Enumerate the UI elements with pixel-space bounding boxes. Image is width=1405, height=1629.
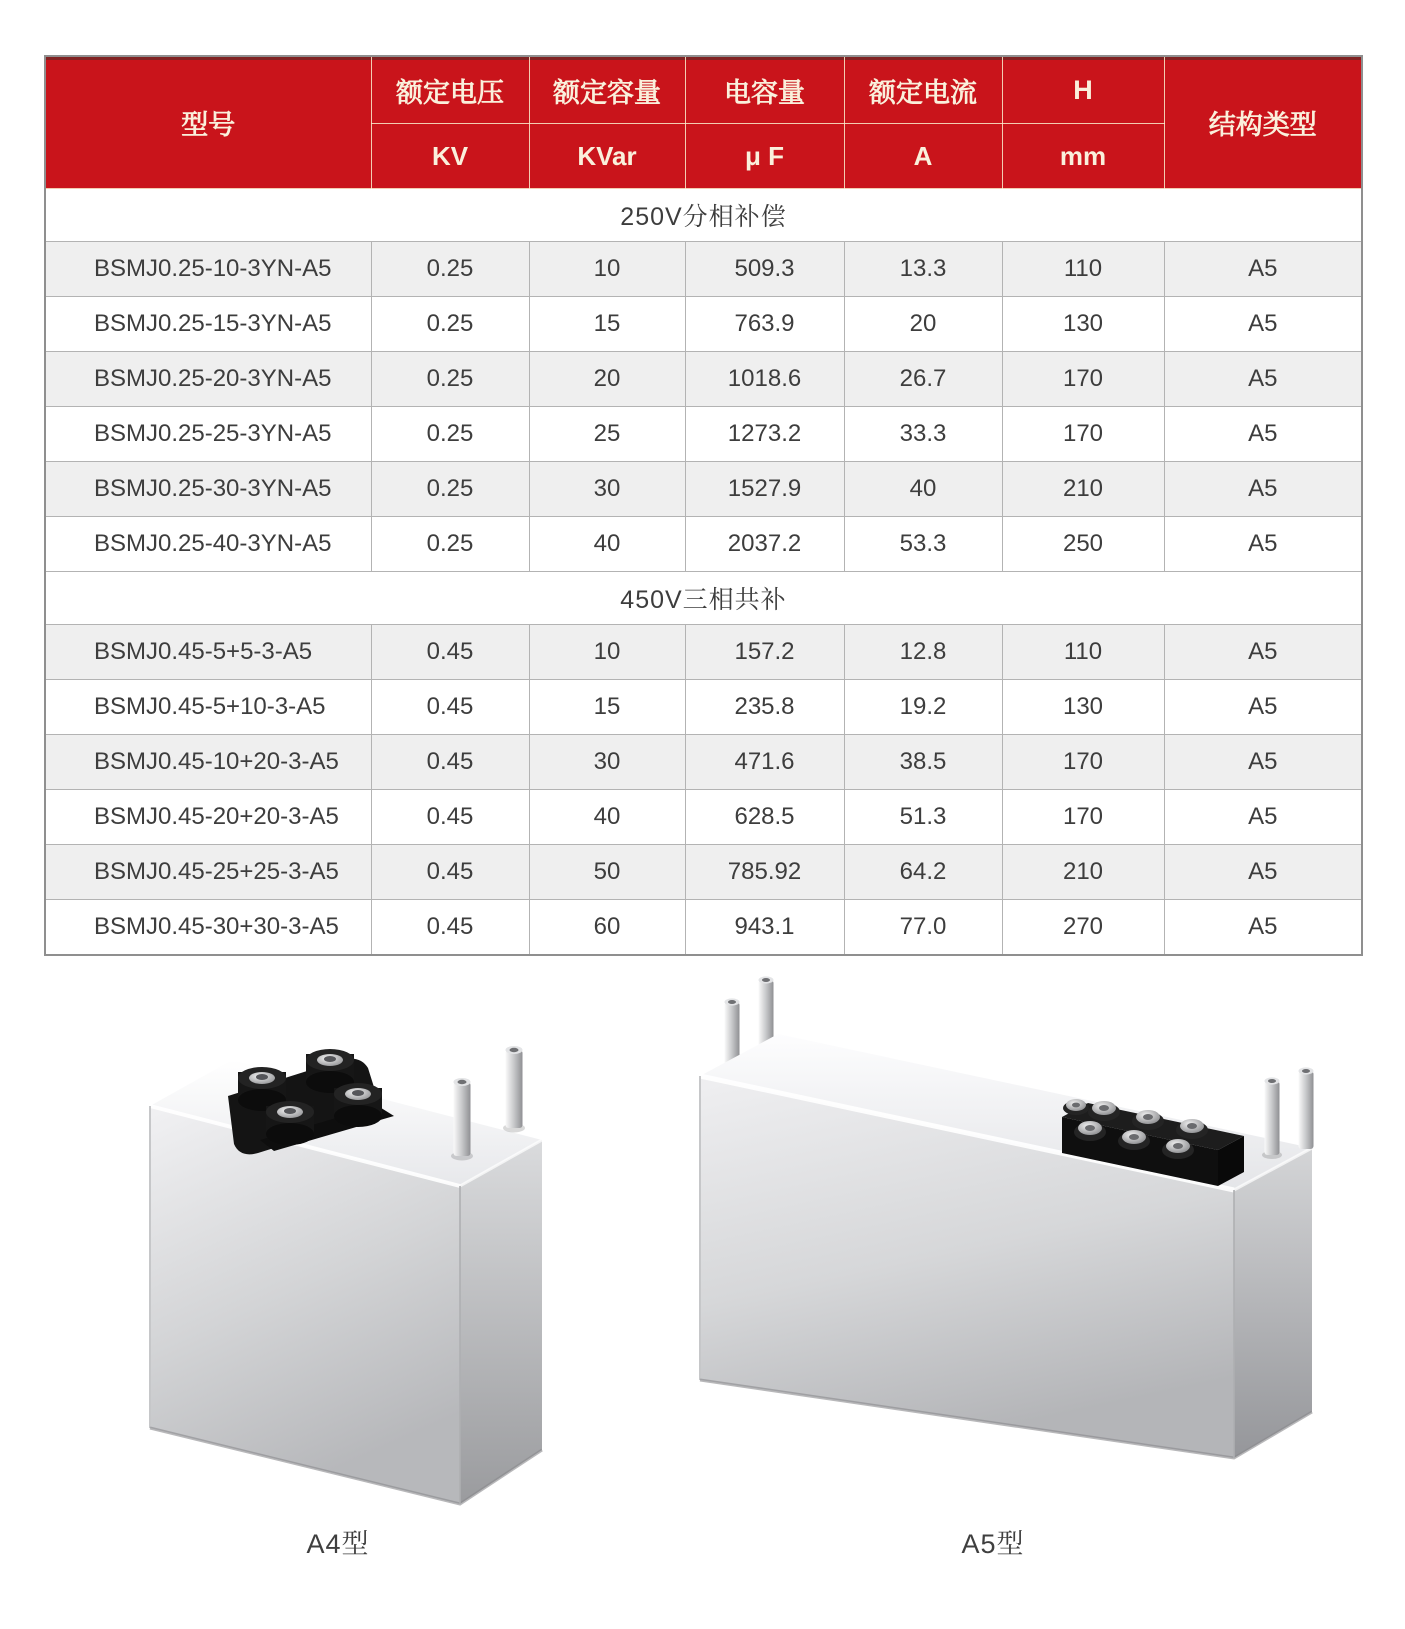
cell-voltage: 0.25 (371, 462, 529, 517)
cell-capacity: 20 (529, 352, 685, 407)
col-unit-kv: KV (371, 124, 529, 189)
stud-terminal (451, 1078, 473, 1161)
cell-capacity: 30 (529, 735, 685, 790)
col-unit-kvar: KVar (529, 124, 685, 189)
section-row (45, 189, 1362, 242)
cell-capacitance: 1273.2 (685, 407, 844, 462)
table-row (45, 735, 1362, 790)
cell-voltage: 0.45 (371, 900, 529, 956)
col-header-rated-current: 额定电流 (844, 56, 1002, 124)
cell-current: 20 (844, 297, 1002, 352)
cell-height: 270 (1002, 900, 1164, 956)
cell-model: BSMJ0.45-20+20-3-A5 (45, 790, 371, 845)
cell-model: BSMJ0.45-5+10-3-A5 (45, 680, 371, 735)
section-row (45, 572, 1362, 625)
table-row (45, 407, 1362, 462)
cell-capacitance: 509.3 (685, 242, 844, 297)
cell-structure: A5 (1164, 407, 1362, 462)
cell-capacitance: 157.2 (685, 625, 844, 680)
col-unit-a: A (844, 124, 1002, 189)
cell-height: 110 (1002, 625, 1164, 680)
cell-voltage: 0.25 (371, 407, 529, 462)
cell-voltage: 0.45 (371, 625, 529, 680)
table-row (45, 242, 1362, 297)
cell-model: BSMJ0.25-20-3YN-A5 (45, 352, 371, 407)
table-row (45, 845, 1362, 900)
cell-capacitance: 785.92 (685, 845, 844, 900)
cell-current: 13.3 (844, 242, 1002, 297)
stud-terminal (1262, 1077, 1282, 1159)
cell-capacity: 40 (529, 517, 685, 572)
col-header-rated-voltage: 额定电压 (371, 56, 529, 124)
cell-voltage: 0.45 (371, 680, 529, 735)
table-row (45, 517, 1362, 572)
stud-terminal (1299, 1067, 1314, 1149)
table-row (45, 790, 1362, 845)
cell-capacity: 10 (529, 625, 685, 680)
terminal-post (266, 1101, 314, 1145)
col-header-structure-type: 结构类型 (1164, 56, 1362, 189)
col-unit-uf: μ F (685, 124, 844, 189)
cell-height: 170 (1002, 352, 1164, 407)
cell-model: BSMJ0.25-15-3YN-A5 (45, 297, 371, 352)
cell-current: 53.3 (844, 517, 1002, 572)
cell-voltage: 0.25 (371, 352, 529, 407)
cell-model: BSMJ0.25-30-3YN-A5 (45, 462, 371, 517)
table-row (45, 352, 1362, 407)
terminal-post (334, 1083, 382, 1127)
cell-model: BSMJ0.25-25-3YN-A5 (45, 407, 371, 462)
cell-voltage: 0.25 (371, 297, 529, 352)
cell-height: 210 (1002, 845, 1164, 900)
cell-capacitance: 471.6 (685, 735, 844, 790)
cell-height: 130 (1002, 680, 1164, 735)
cell-structure: A5 (1164, 297, 1362, 352)
cell-structure: A5 (1164, 790, 1362, 845)
section-title: 450V三相共补 (45, 572, 1362, 625)
cell-capacitance: 235.8 (685, 680, 844, 735)
cell-current: 40 (844, 462, 1002, 517)
cell-height: 170 (1002, 407, 1164, 462)
col-header-capacitance: 电容量 (685, 56, 844, 124)
cell-capacity: 15 (529, 680, 685, 735)
table-row (45, 680, 1362, 735)
cell-height: 130 (1002, 297, 1164, 352)
cell-structure: A5 (1164, 845, 1362, 900)
cell-height: 170 (1002, 790, 1164, 845)
cell-structure: A5 (1164, 735, 1362, 790)
cell-voltage: 0.25 (371, 517, 529, 572)
cell-height: 210 (1002, 462, 1164, 517)
cell-capacity: 40 (529, 790, 685, 845)
figure-caption-a5: A5型 (961, 1529, 1025, 1559)
col-header-rated-capacity: 额定容量 (529, 56, 685, 124)
cell-capacitance: 943.1 (685, 900, 844, 956)
table-body (45, 189, 1362, 956)
col-header-height: H (1002, 56, 1164, 124)
cell-structure: A5 (1164, 462, 1362, 517)
table-row (45, 462, 1362, 517)
cell-height: 250 (1002, 517, 1164, 572)
col-unit-mm: mm (1002, 124, 1164, 189)
capacitor-spec-table (44, 55, 1363, 956)
cell-model: BSMJ0.45-25+25-3-A5 (45, 845, 371, 900)
cell-current: 64.2 (844, 845, 1002, 900)
cell-height: 110 (1002, 242, 1164, 297)
cell-capacity: 10 (529, 242, 685, 297)
cell-current: 12.8 (844, 625, 1002, 680)
cell-capacitance: 1018.6 (685, 352, 844, 407)
cell-capacity: 15 (529, 297, 685, 352)
cell-capacitance: 2037.2 (685, 517, 844, 572)
cell-capacity: 30 (529, 462, 685, 517)
cell-current: 51.3 (844, 790, 1002, 845)
cell-voltage: 0.25 (371, 242, 529, 297)
cell-structure: A5 (1164, 900, 1362, 956)
cell-capacitance: 763.9 (685, 297, 844, 352)
cell-current: 38.5 (844, 735, 1002, 790)
table-row (45, 625, 1362, 680)
cell-model: BSMJ0.45-10+20-3-A5 (45, 735, 371, 790)
cell-model: BSMJ0.25-10-3YN-A5 (45, 242, 371, 297)
cell-model: BSMJ0.25-40-3YN-A5 (45, 517, 371, 572)
cell-capacitance: 1527.9 (685, 462, 844, 517)
col-header-model: 型号 (45, 56, 371, 189)
cell-voltage: 0.45 (371, 845, 529, 900)
cell-capacity: 50 (529, 845, 685, 900)
cell-capacity: 25 (529, 407, 685, 462)
stud-terminal (503, 1046, 525, 1133)
cell-capacity: 60 (529, 900, 685, 956)
cell-structure: A5 (1164, 352, 1362, 407)
cell-height: 170 (1002, 735, 1164, 790)
cell-structure: A5 (1164, 242, 1362, 297)
table-row (45, 297, 1362, 352)
capacitor-photo-a5 (672, 950, 1332, 1470)
figure-caption-a4: A4型 (306, 1529, 370, 1559)
capacitor-photo-a4 (110, 988, 565, 1508)
table-row (45, 900, 1362, 956)
cell-voltage: 0.45 (371, 790, 529, 845)
cell-current: 26.7 (844, 352, 1002, 407)
cell-structure: A5 (1164, 517, 1362, 572)
section-title: 250V分相补偿 (45, 189, 1362, 242)
cell-voltage: 0.45 (371, 735, 529, 790)
cell-model: BSMJ0.45-30+30-3-A5 (45, 900, 371, 956)
table-header (45, 56, 1362, 189)
cell-structure: A5 (1164, 680, 1362, 735)
cell-current: 33.3 (844, 407, 1002, 462)
cell-current: 77.0 (844, 900, 1002, 956)
cell-current: 19.2 (844, 680, 1002, 735)
cell-structure: A5 (1164, 625, 1362, 680)
capacitor-can (700, 1034, 1312, 1458)
cell-model: BSMJ0.45-5+5-3-A5 (45, 625, 371, 680)
cell-capacitance: 628.5 (685, 790, 844, 845)
